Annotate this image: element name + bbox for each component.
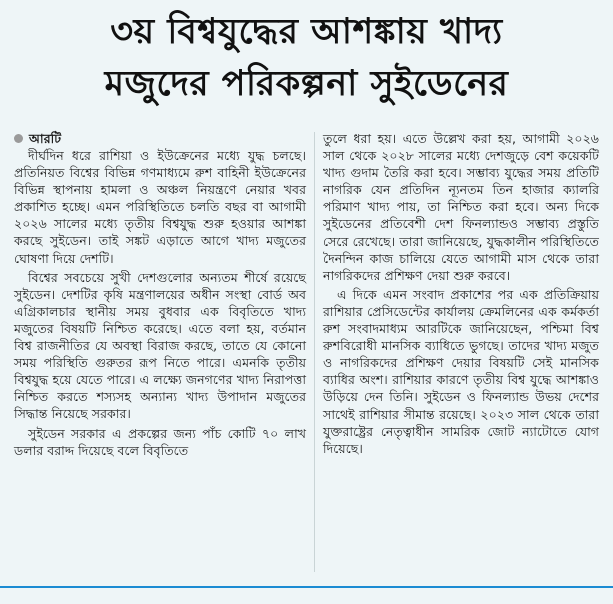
- paragraph: বিশ্বের সবচেয়ে সুখী দেশগুলোর অন্যতম শীর্ষে রয়েছে সুইডেন। দেশটির কৃষি মন্ত্রণালয়ের অধীন সংস্থা বোর্ড অব এগ্রিকালচার স্থানীয় সময় বুধবার এক বিবৃতিতে খাদ্য মজুতের বিষয়টি নিশ্চিত করেছে। এতে বলা হয়, বর্তমান বিশ্ব রাজনীতির যে অবস্থা বিরাজ করছে, তাতে যে কোনো সময় পরিস্থিতি গুরুতর রূপ নিতে পারে। এমনকি তৃতীয় বিশ্বযুদ্ধ হয়ে যেতে পারে। এ লক্ষ্যে জনগণের খাদ্য নিরাপত্তা নিশ্চিত করতে শস্যসহ অন্যান্য খাদ্য উপাদান মজুতের সিদ্ধান্ত নিয়েছে সরকার।: [14, 269, 306, 422]
- right-column: [323, 130, 599, 459]
- headline: [0, 6, 613, 110]
- paragraph: এ দিকে এমন সংবাদ প্রকাশের পর এক প্রতিক্রিয়ায় রাশিয়ার প্রেসিডেন্টের কার্যালয় ক্রেমলিনের এক কর্মকর্তা রুশ সংবাদমাধ্যম আরটিকে জানিয়েছেন, পশ্চিমা বিশ্ব রুশবিরোধী মানসিক ব্যাধিতে ভুগছে। তাদের খাদ্য মজুত ও নাগরিকদের প্রশিক্ষণ দেয়ার বিষয়টি সেই মানসিক ব্যাধির অংশ। রাশিয়ার কারণে তৃতীয় বিশ্ব যুদ্ধে আশঙ্কাও উড়িয়ে দেন তিনি। সুইডেন ও ফিনল্যান্ড উভয় দেশের সাথেই রাশিয়ার সীমান্ত রয়েছে। ২০২৩ সাল থেকে তারা যুক্তরাষ্ট্রের নেতৃত্বাধীন সামরিক জোট ন্যাটোতে যোগ দিয়েছে।: [323, 286, 599, 456]
- paragraph: তুলে ধরা হয়। এতে উল্লেখ করা হয়, আগামী ২০২৬ সাল থেকে ২০২৮ সালের মধ্যে দেশজুড়ে বেশ কয়েকটি খাদ্য গুদাম তৈরি করা হবে। সম্ভাব্য যুদ্ধের সময় প্রতিটি নাগরিক যেন প্রতিদিন ন্যূনতম তিন হাজার ক্যালরি পরিমাণ খাদ্য পায়, তা নিশ্চিত করা হবে। অন্য দিকে সুইডেনের প্রতিবেশী দেশ ফিনল্যান্ডও সম্ভাব্য প্রস্তুতি সেরে রেখেছে। তারা জানিয়েছে, যুদ্ধকালীন পরিস্থিতিতে দৈনন্দিন কাজ চালিয়ে যেতে আগামী মাস থেকে তারা নাগরিকদের প্রশিক্ষণ দেয়া শুরু করবে।: [323, 131, 599, 283]
- bullet-icon: [14, 134, 23, 143]
- source-line: [14, 130, 306, 147]
- headline-line-2: মজুদের পরিকল্পনা সুইডেনের: [104, 64, 509, 104]
- source-label: আরটি: [29, 131, 62, 146]
- paragraph: সুইডেন সরকার এ প্রকল্পের জন্য পাঁচ কোটি ৭০ লাখ ডলার বরাদ্দ দিয়েছে বলে বিবৃতিতে: [14, 425, 306, 458]
- left-column: [14, 130, 306, 461]
- headline-line-1: ৩য় বিশ্বযুদ্ধের আশঙ্কায় খাদ্য: [110, 12, 503, 52]
- paragraph: দীর্ঘদিন ধরে রাশিয়া ও ইউক্রেনের মধ্যে যুদ্ধ চলছে। প্রতিনিয়ত বিশ্বের বিভিন্ন গণমাধ্যমে রুশ বাহিনী ইউক্রেনের বিভিন্ন স্থাপনায় হামলা ও অঞ্চল নিয়ন্ত্রণে নেয়ার খবর প্রকাশিত হচ্ছে। এমন পরিস্থিতিতে চলতি বছর বা আগামী ২০২৬ সালের মধ্যে তৃতীয় বিশ্বযুদ্ধ শুরু হওয়ার আশঙ্কা করছে সুইডেন। তাই সঙ্কট এড়াতে আগে খাদ্য মজুতের ঘোষণা দিয়ে দেশটি।: [14, 148, 306, 266]
- bottom-rule: [0, 586, 613, 588]
- column-divider: [314, 132, 315, 572]
